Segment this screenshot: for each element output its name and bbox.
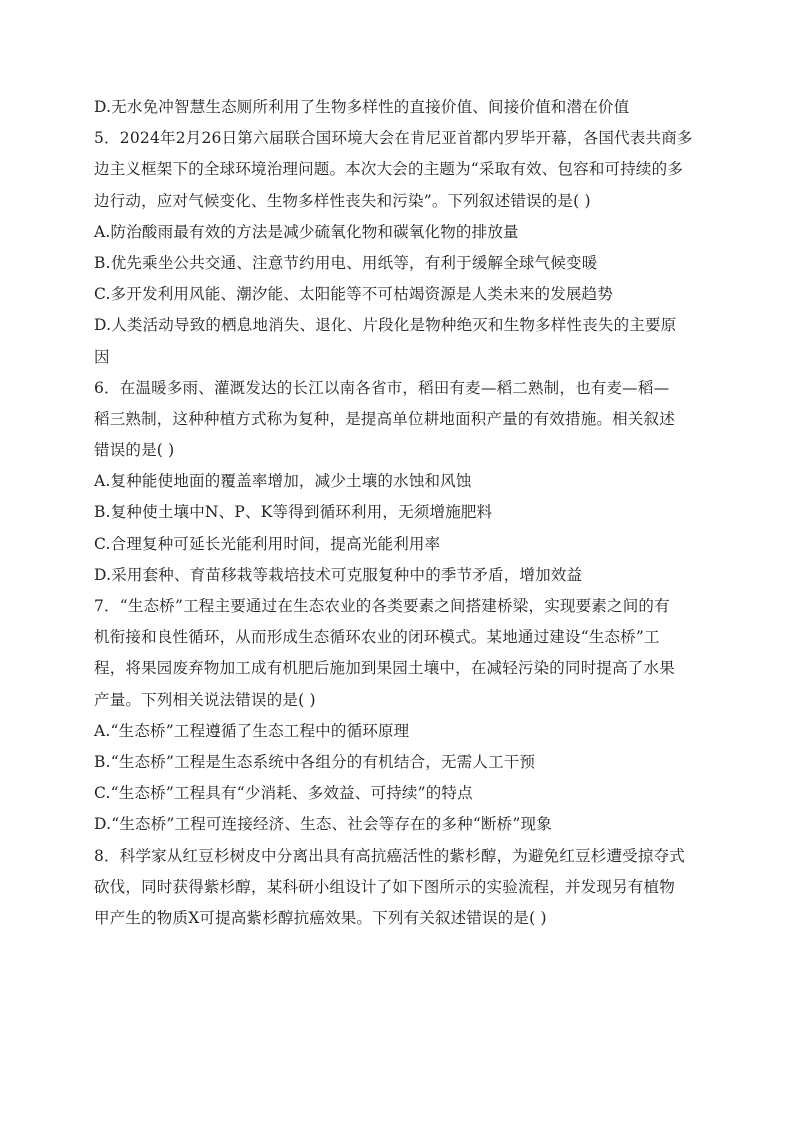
text-line: 机衔接和良性循环，从而形成生态循环农业的闭环模式。某地通过建设“生态桥”工 [94,628,660,647]
text-line: 因 [94,347,110,366]
text-line: 砍伐，同时获得紫杉醇，某科研小组设计了如下图所示的实验流程，并发现另有植物 [94,877,675,896]
text-line: 错误的是( ) [94,441,175,460]
text-line: A.防治酸雨最有效的方法是减少硫氧化物和碳氧化物的排放量 [94,222,519,241]
text-line: 程，将果园废弃物加工成有机肥后施加到果园土壤中，在减轻污染的同时提高了水果 [94,659,675,678]
text-line: A.“生态桥”工程遵循了生态工程中的循环原理 [94,721,410,740]
text-line: 产量。下列相关说法错误的是( ) [94,690,316,709]
text-line: A.复种能使地面的覆盖率增加，减少土壤的水蚀和风蚀 [94,472,472,491]
text-line: B.优先乘坐公共交通、注意节约用电、用纸等，有利于缓解全球气候变暖 [94,253,598,272]
text-line: C.“生态桥”工程具有“少消耗、多效益、可持续”的特点 [94,784,473,803]
text-line: 甲产生的物质X可提高紫杉醇抗癌效果。下列有关叙述错误的是( ) [94,908,547,927]
text-line: 边行动，应对气候变化、生物多样性丧失和污染”。下列叙述错误的是( ) [94,191,591,210]
text-line: 边主义框架下的全球环境治理问题。本次大会的主题为“采取有效、包容和可持续的多 [94,160,684,179]
document-page [94,92,702,934]
text-line: 7．“生态桥”工程主要通过在生态农业的各类要素之间搭建桥梁，实现要素之间的有 [94,597,670,615]
text-line: 稻三熟制，这种种植方式称为复种，是提高单位耕地面积产量的有效措施。相关叙述 [94,409,675,428]
text-line: D.“生态桥”工程可连接经济、生态、社会等存在的多种“断桥”现象 [94,815,552,834]
text-line: B.“生态桥”工程是生态系统中各组分的有机结合，无需人工干预 [94,752,536,771]
text-line: 8．科学家从红豆杉树皮中分离出具有高抗癌活性的紫杉醇，为避免红豆杉遭受掠夺式 [94,846,685,865]
text-line: D.无水免冲智慧生态厕所利用了生物多样性的直接价值、间接价值和潜在价值 [94,98,630,116]
text-line: 6．在温暖多雨、灌溉发达的长江以南各省市，稻田有麦—稻二熟制，也有麦—稻— [94,378,670,397]
text-line: B.复种使土壤中N、P、K等得到循环利用，无须增施肥料 [94,503,493,522]
text-line: 5．2024年2月26日第六届联合国环境大会在肯尼亚首都内罗毕开幕，各国代表共商多 [94,129,693,148]
text-line: C.多开发利用风能、潮汐能、太阳能等不可枯竭资源是人类未来的发展趋势 [94,285,614,304]
text-line: C.合理复种可延长光能利用时间，提高光能利用率 [94,534,441,553]
text-line: D.人类活动导致的栖息地消失、退化、片段化是物种绝灭和生物多样性丧失的主要原 [94,316,677,335]
text-line: D.采用套种、育苗移栽等栽培技术可克服复种中的季节矛盾，增加效益 [94,565,583,584]
